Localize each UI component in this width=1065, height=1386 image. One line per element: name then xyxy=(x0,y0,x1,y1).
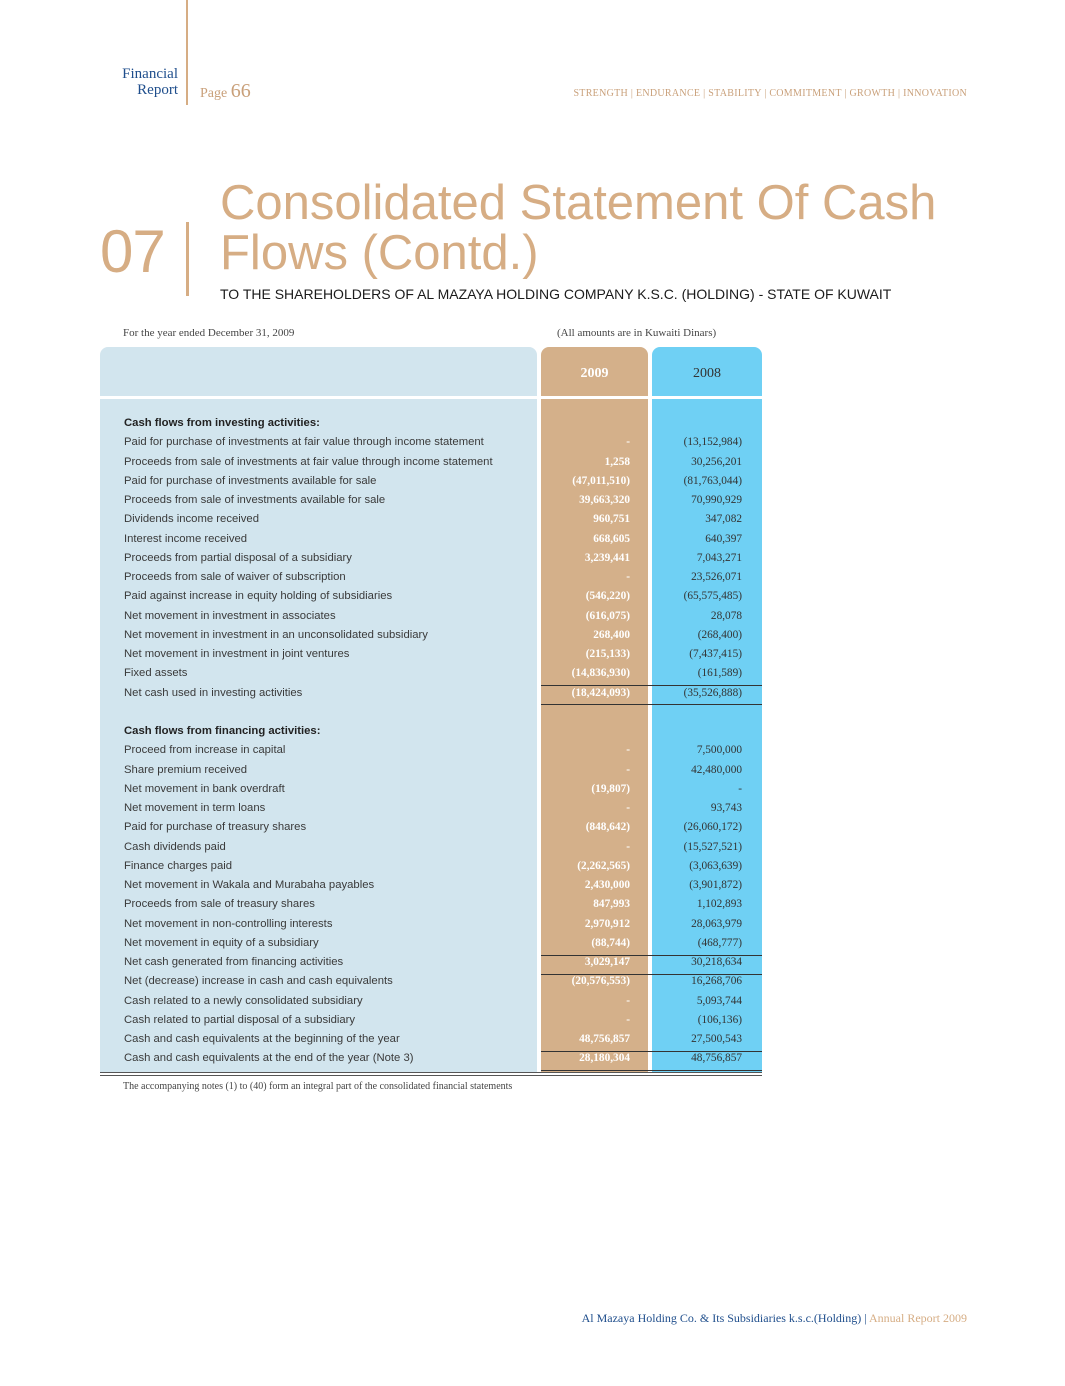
row-label: Net movement in Wakala and Murabaha payables xyxy=(124,879,375,891)
total-row xyxy=(0,685,1065,704)
value-2008: 7,500,000 xyxy=(696,744,742,757)
row-label: Paid against increase in equity holding of subsidiaries xyxy=(124,590,393,603)
value-2008: 93,743 xyxy=(710,802,742,814)
table-row xyxy=(0,511,1065,530)
table-row xyxy=(0,839,1065,858)
row-label: Paid for purchase of investments at fair value through income statement xyxy=(124,436,484,449)
value-2009: 48,756,857 xyxy=(579,1033,630,1045)
page-subtitle: TO THE SHAREHOLDERS OF AL MAZAYA HOLDING COMPANY K.S.C. (HOLDING) - STATE OF KUWAIT xyxy=(220,286,892,302)
row-label: Proceeds from sale of investments at fair value through income statement xyxy=(124,455,493,468)
table-row xyxy=(0,646,1065,665)
table-bottom-rule xyxy=(100,1072,762,1073)
page-title xyxy=(220,178,980,278)
value-2008: (3,063,639) xyxy=(689,859,742,872)
row-label: Net movement in investment in joint ventures xyxy=(124,648,350,660)
row-label: Cash and cash equivalents at the end of the year (Note 3) xyxy=(124,1052,414,1065)
value-2009: 268,400 xyxy=(593,628,630,641)
section-heading-row xyxy=(0,723,1065,742)
value-2008: 42,480,000 xyxy=(691,763,742,776)
value-2009: (19,807) xyxy=(591,782,630,795)
row-label: Cash and cash equivalents at the beginning of the year xyxy=(124,1033,400,1045)
table-row xyxy=(0,800,1065,819)
page-number: 66 xyxy=(230,80,251,102)
row-label: Cash related to a newly consolidated subsidiary xyxy=(124,994,363,1007)
value-2009: 1,258 xyxy=(604,455,630,468)
table-row xyxy=(0,569,1065,588)
row-label: Proceeds from sale of treasury shares xyxy=(124,898,315,911)
period-label: For the year ended December 31, 2009 xyxy=(123,327,295,339)
value-2008: 23,526,071 xyxy=(691,571,742,583)
value-2008: (35,526,888) xyxy=(683,686,742,699)
value-2009: (14,836,930) xyxy=(571,667,630,680)
page-footer xyxy=(582,1311,967,1326)
header-tagline: STRENGTH | ENDURANCE | STABILITY | COMMITMENT | GROWTH | INNOVATION xyxy=(573,88,967,99)
column-header-2009: 2009 xyxy=(580,366,609,381)
table-bottom-rule-double xyxy=(100,1075,762,1076)
section-number: 07 xyxy=(100,218,165,285)
row-label: Cash flows from investing activities: xyxy=(124,417,320,429)
page-indicator xyxy=(200,80,251,103)
value-2008: (7,437,415) xyxy=(689,648,742,660)
total-rule-top xyxy=(541,685,762,686)
table-row xyxy=(0,665,1065,684)
total-row xyxy=(0,1050,1065,1069)
table-row xyxy=(0,877,1065,896)
table-row xyxy=(0,492,1065,511)
row-label: Fixed assets xyxy=(124,667,188,680)
row-label: Proceeds from sale of waiver of subscription xyxy=(124,571,346,583)
value-2008: 347,082 xyxy=(705,513,742,526)
currency-note: (All amounts are in Kuwaiti Dinars) xyxy=(557,327,717,339)
table-row xyxy=(0,819,1065,838)
value-2008: 7,043,271 xyxy=(696,551,742,564)
value-2008: 1,102,893 xyxy=(696,898,742,911)
value-2009: 39,663,320 xyxy=(579,494,630,506)
row-label: Finance charges paid xyxy=(124,859,233,872)
row-label: Net movement in term loans xyxy=(124,802,266,814)
table-row xyxy=(0,531,1065,550)
value-2009: 3,029,147 xyxy=(584,956,630,968)
value-2009: (88,744) xyxy=(591,936,630,949)
value-2009: 28,180,304 xyxy=(579,1052,630,1065)
column-header-2008: 2008 xyxy=(693,366,721,381)
row-label: Cash dividends paid xyxy=(124,840,226,853)
financial-word: Financial xyxy=(122,66,178,82)
value-2008: 30,218,634 xyxy=(691,956,742,968)
row-label: Dividends income received xyxy=(124,513,259,526)
value-2009: (215,133) xyxy=(585,648,630,660)
row-label: Proceeds from partial disposal of a subsidiary xyxy=(124,551,352,564)
table-row xyxy=(0,762,1065,781)
value-2008: (15,527,521) xyxy=(683,840,742,853)
value-2009: - xyxy=(626,436,630,449)
value-2009: - xyxy=(626,763,630,776)
value-2008: 27,500,543 xyxy=(691,1033,742,1045)
title-line-1: Consolidated Statement Of Cash xyxy=(220,176,937,230)
table-row xyxy=(0,1031,1065,1050)
value-2009: 2,970,912 xyxy=(584,917,630,930)
value-2008: 28,063,979 xyxy=(691,917,742,930)
total-rule-bottom xyxy=(541,1070,762,1071)
total-rule-top xyxy=(541,1051,762,1052)
table-row xyxy=(0,896,1065,915)
row-label: Net movement in equity of a subsidiary xyxy=(124,936,319,949)
table-row xyxy=(0,627,1065,646)
value-2009: - xyxy=(626,744,630,757)
table-row xyxy=(0,916,1065,935)
value-2008: (106,136) xyxy=(697,1013,742,1026)
value-2008: 5,093,744 xyxy=(696,994,742,1007)
table-row xyxy=(0,935,1065,954)
row-label: Paid for purchase of treasury shares xyxy=(124,821,307,834)
row-label: Paid for purchase of investments available for sale xyxy=(124,474,377,487)
value-2008: (3,901,872) xyxy=(689,879,742,891)
table-row xyxy=(0,550,1065,569)
value-2009: (20,576,553) xyxy=(571,975,630,988)
value-2008: 16,268,706 xyxy=(691,975,742,988)
row-label: Net movement in non-controlling interests xyxy=(124,917,333,930)
value-2009: 3,239,441 xyxy=(584,551,630,564)
table-row xyxy=(0,742,1065,761)
total-row xyxy=(0,954,1065,973)
value-2008: 30,256,201 xyxy=(691,455,742,468)
footer-separator: | xyxy=(864,1311,867,1325)
table-footnote: The accompanying notes (1) to (40) form an integral part of the consolidated financial statements xyxy=(123,1081,513,1092)
table-row xyxy=(0,608,1065,627)
value-2008: (26,060,172) xyxy=(683,821,742,834)
value-2008: (268,400) xyxy=(697,628,742,641)
value-2009: - xyxy=(626,840,630,853)
header-separator xyxy=(100,396,762,399)
row-label: Cash related to partial disposal of a subsidiary xyxy=(124,1013,356,1026)
value-2009: 2,430,000 xyxy=(584,879,630,891)
table-row xyxy=(0,454,1065,473)
row-label: Cash flows from financing activities: xyxy=(124,725,321,737)
table-row xyxy=(0,588,1065,607)
value-2009: (616,075) xyxy=(585,609,630,622)
value-2008: (13,152,984) xyxy=(683,436,742,449)
row-label: Net (decrease) increase in cash and cash equivalents xyxy=(124,975,393,988)
financial-report-label xyxy=(122,66,178,98)
footer-company: Al Mazaya Holding Co. & Its Subsidiaries k.s.c.(Holding) xyxy=(581,1311,862,1325)
value-2009: - xyxy=(626,994,630,1007)
title-line-2: Flows (Contd.) xyxy=(220,226,539,280)
table-row xyxy=(0,1012,1065,1031)
value-2008: 48,756,857 xyxy=(691,1052,742,1065)
value-2009: 847,993 xyxy=(593,898,630,911)
footer-report: Annual Report 2009 xyxy=(869,1311,967,1325)
value-2008: (468,777) xyxy=(697,936,742,949)
spacer-row xyxy=(0,704,1065,723)
value-2008: (65,575,485) xyxy=(683,590,742,603)
table-row xyxy=(0,781,1065,800)
value-2009: - xyxy=(626,802,630,814)
report-word: Report xyxy=(137,82,178,98)
value-2009: (546,220) xyxy=(585,590,630,603)
value-2009: - xyxy=(626,1013,630,1026)
value-2009: - xyxy=(626,571,630,583)
value-2009: (18,424,093) xyxy=(571,686,630,699)
value-2009: 668,605 xyxy=(593,532,630,545)
row-label: Proceed from increase in capital xyxy=(124,744,286,757)
table-row xyxy=(0,473,1065,492)
value-2009: (848,642) xyxy=(585,821,630,834)
value-2009: (2,262,565) xyxy=(577,859,630,872)
row-label: Net cash used in investing activities xyxy=(124,686,303,699)
value-2008: - xyxy=(738,782,742,795)
value-2009: 960,751 xyxy=(593,513,630,526)
table-row xyxy=(0,858,1065,877)
value-2008: (161,589) xyxy=(697,667,742,680)
row-label: Net movement in investment in associates xyxy=(124,609,336,622)
row-label: Net movement in bank overdraft xyxy=(124,782,285,795)
table-row xyxy=(0,973,1065,992)
header-divider xyxy=(186,0,188,105)
value-2008: (81,763,044) xyxy=(683,474,742,487)
table-row xyxy=(0,993,1065,1012)
row-label: Interest income received xyxy=(124,532,248,545)
value-2008: 640,397 xyxy=(705,532,742,545)
total-rule-top xyxy=(541,955,762,956)
section-heading-row xyxy=(0,415,1065,434)
value-2008: 70,990,929 xyxy=(691,494,742,506)
row-label: Proceeds from sale of investments available for sale xyxy=(124,494,386,506)
title-divider xyxy=(186,222,189,296)
page-word: Page xyxy=(200,86,228,101)
row-label: Net cash generated from financing activities xyxy=(124,956,344,968)
value-2009: (47,011,510) xyxy=(572,474,630,487)
row-label: Net movement in investment in an unconsolidated subsidiary xyxy=(124,628,428,641)
table-row xyxy=(0,434,1065,453)
row-label: Share premium received xyxy=(124,763,248,776)
value-2008: 28,078 xyxy=(710,609,742,622)
